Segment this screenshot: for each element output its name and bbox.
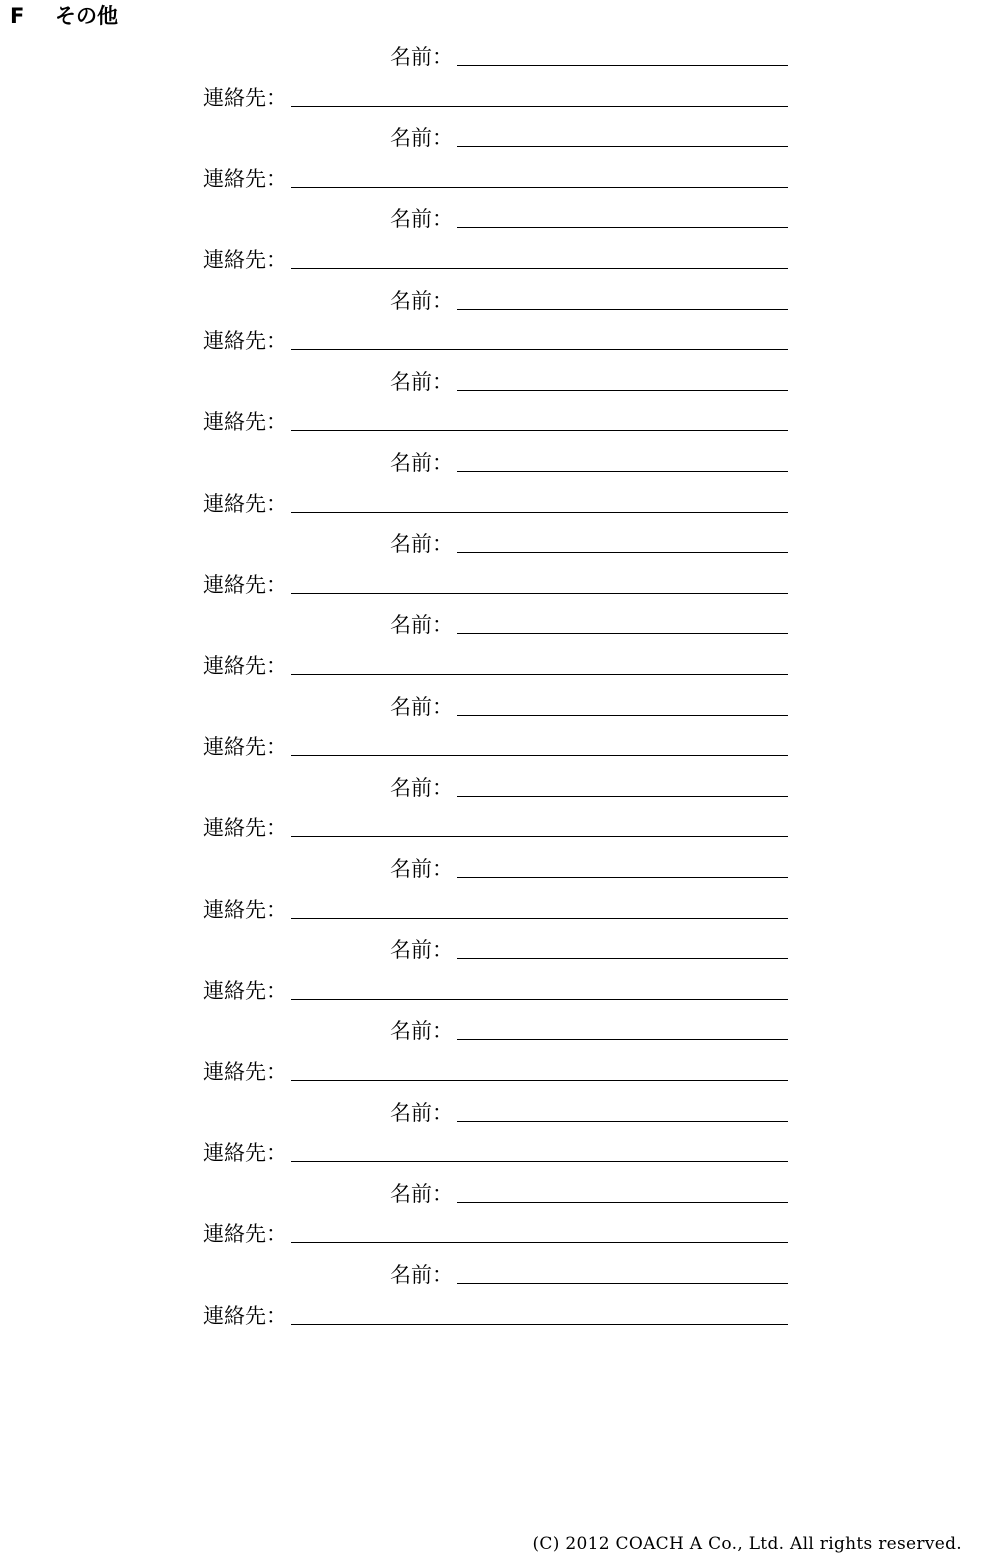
name-label-text: 名前： bbox=[390, 1019, 453, 1044]
name-label bbox=[300, 286, 453, 316]
contact-label bbox=[150, 407, 287, 437]
contact-label bbox=[150, 570, 287, 600]
name-input-line[interactable] bbox=[457, 1121, 788, 1122]
name-input-line[interactable] bbox=[457, 552, 788, 553]
name-label bbox=[300, 123, 453, 153]
name-label bbox=[300, 935, 453, 965]
section-letter: F bbox=[10, 4, 25, 28]
contact-input-line[interactable] bbox=[291, 349, 788, 350]
name-label-text: 名前： bbox=[390, 451, 453, 475]
name-label-text: 名前： bbox=[390, 288, 453, 313]
contact-label-text: 連絡先： bbox=[203, 248, 287, 272]
name-label-text: 名前： bbox=[390, 1100, 453, 1125]
name-label bbox=[300, 692, 453, 722]
copyright-footer: (C) 2012 COACH A Co., Ltd. All rights reserved. bbox=[532, 1534, 962, 1554]
name-label bbox=[300, 204, 453, 234]
contact-label bbox=[150, 83, 287, 113]
name-label-text: 名前： bbox=[390, 857, 453, 881]
contact-input-line[interactable] bbox=[291, 674, 788, 675]
contact-input-line[interactable] bbox=[291, 755, 788, 756]
contact-label bbox=[150, 245, 287, 275]
contact-label-text: 連絡先： bbox=[203, 491, 287, 516]
name-label bbox=[300, 42, 453, 72]
contact-label-text: 連絡先： bbox=[203, 978, 287, 1003]
name-label bbox=[300, 448, 453, 478]
contact-label-text: 連絡先： bbox=[203, 1141, 287, 1166]
contact-input-line[interactable] bbox=[291, 106, 788, 107]
contact-label-text: 連絡先： bbox=[203, 1060, 287, 1084]
contact-label-text: 連絡先： bbox=[203, 816, 287, 841]
contact-label bbox=[150, 1057, 287, 1087]
contact-label-text: 連絡先： bbox=[203, 1303, 287, 1328]
contact-label bbox=[150, 651, 287, 681]
section-heading bbox=[10, 2, 118, 30]
contact-label bbox=[150, 976, 287, 1006]
contact-label-text: 連絡先： bbox=[203, 572, 287, 597]
name-label bbox=[300, 1179, 453, 1209]
contact-label bbox=[150, 895, 287, 925]
name-input-line[interactable] bbox=[457, 146, 788, 147]
name-input-line[interactable] bbox=[457, 471, 788, 472]
name-input-line[interactable] bbox=[457, 633, 788, 634]
name-label bbox=[300, 854, 453, 884]
name-label-text: 名前： bbox=[390, 369, 453, 394]
contact-label bbox=[150, 732, 287, 762]
name-input-line[interactable] bbox=[457, 1202, 788, 1203]
name-input-line[interactable] bbox=[457, 877, 788, 878]
contact-input-line[interactable] bbox=[291, 430, 788, 431]
name-label bbox=[300, 610, 453, 640]
contact-input-line[interactable] bbox=[291, 918, 788, 919]
name-input-line[interactable] bbox=[457, 1039, 788, 1040]
name-label-text: 名前： bbox=[390, 775, 453, 800]
contact-label bbox=[150, 1301, 287, 1331]
name-label-text: 名前： bbox=[390, 938, 453, 963]
contact-label-text: 連絡先： bbox=[203, 329, 287, 354]
contact-input-line[interactable] bbox=[291, 268, 788, 269]
name-label-text: 名前： bbox=[390, 45, 453, 69]
contact-input-line[interactable] bbox=[291, 1161, 788, 1162]
contact-label bbox=[150, 164, 287, 194]
contact-label bbox=[150, 489, 287, 519]
name-label bbox=[300, 367, 453, 397]
contact-label-text: 連絡先： bbox=[203, 410, 287, 435]
contact-input-line[interactable] bbox=[291, 1242, 788, 1243]
contact-input-line[interactable] bbox=[291, 593, 788, 594]
name-label-text: 名前： bbox=[390, 532, 453, 557]
name-input-line[interactable] bbox=[457, 390, 788, 391]
name-label bbox=[300, 1016, 453, 1046]
contact-input-line[interactable] bbox=[291, 187, 788, 188]
contact-input-line[interactable] bbox=[291, 999, 788, 1000]
contact-label bbox=[150, 1138, 287, 1168]
contact-label bbox=[150, 1219, 287, 1249]
contact-label bbox=[150, 326, 287, 356]
name-input-line[interactable] bbox=[457, 227, 788, 228]
contact-input-line[interactable] bbox=[291, 1324, 788, 1325]
name-label bbox=[300, 1098, 453, 1128]
section-title: その他 bbox=[55, 4, 118, 28]
name-input-line[interactable] bbox=[457, 715, 788, 716]
contact-label-text: 連絡先： bbox=[203, 1222, 287, 1247]
contact-label-text: 連絡先： bbox=[203, 735, 287, 760]
contact-input-line[interactable] bbox=[291, 512, 788, 513]
contact-label-text: 連絡先： bbox=[203, 166, 287, 191]
contact-label-text: 連絡先： bbox=[203, 85, 287, 110]
name-label-text: 名前： bbox=[390, 1263, 453, 1287]
contact-label-text: 連絡先： bbox=[203, 897, 287, 922]
contact-input-line[interactable] bbox=[291, 1080, 788, 1081]
name-input-line[interactable] bbox=[457, 1283, 788, 1284]
name-label bbox=[300, 529, 453, 559]
name-input-line[interactable] bbox=[457, 958, 788, 959]
name-label-text: 名前： bbox=[390, 126, 453, 151]
name-label-text: 名前： bbox=[390, 1181, 453, 1206]
name-label-text: 名前： bbox=[390, 694, 453, 719]
contact-label bbox=[150, 813, 287, 843]
name-label-text: 名前： bbox=[390, 207, 453, 232]
name-label bbox=[300, 773, 453, 803]
contact-input-line[interactable] bbox=[291, 836, 788, 837]
contact-label-text: 連絡先： bbox=[203, 654, 287, 678]
name-input-line[interactable] bbox=[457, 796, 788, 797]
name-label bbox=[300, 1260, 453, 1290]
name-label-text: 名前： bbox=[390, 613, 453, 638]
name-input-line[interactable] bbox=[457, 309, 788, 310]
name-input-line[interactable] bbox=[457, 65, 788, 66]
